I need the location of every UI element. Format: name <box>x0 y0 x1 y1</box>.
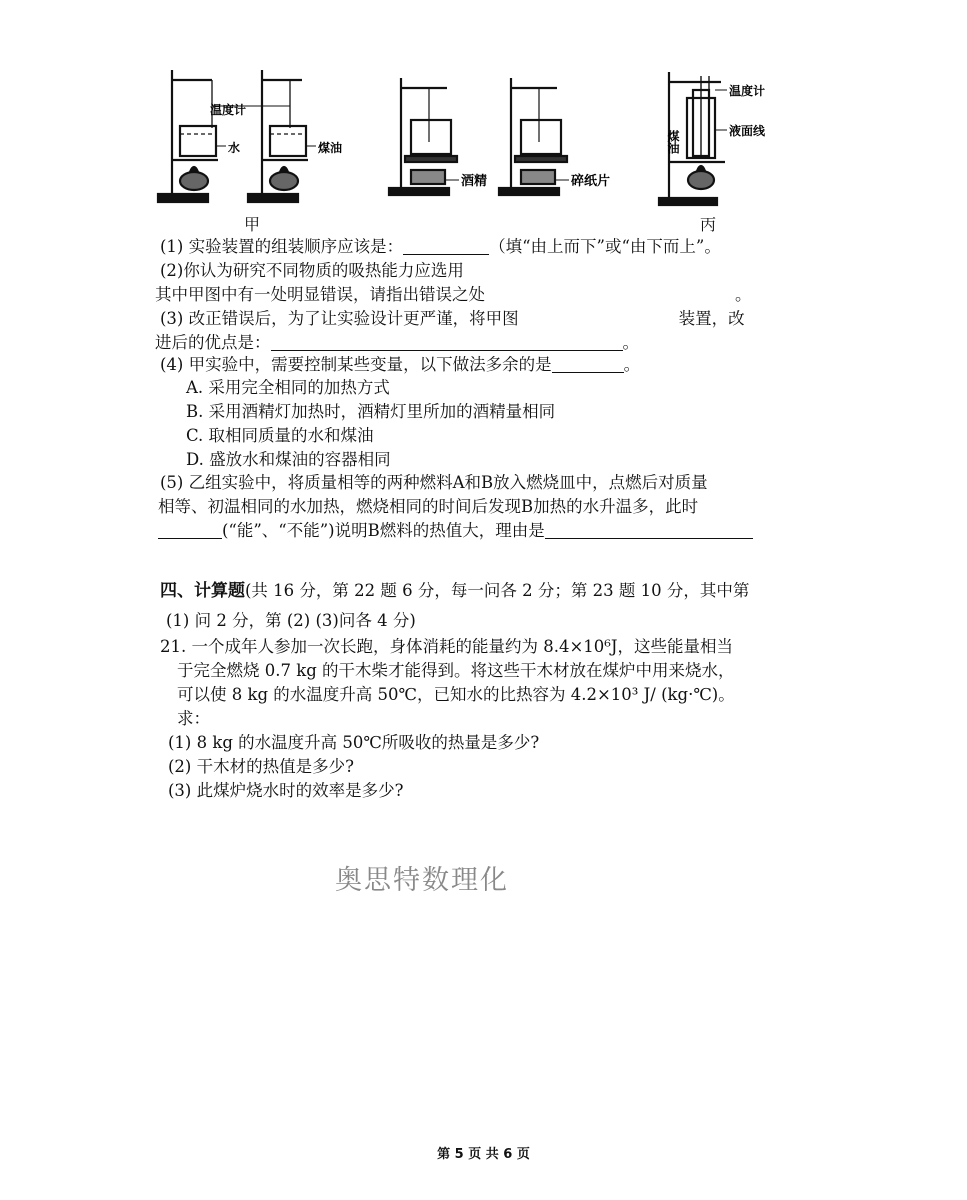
figure-jia-diagram <box>150 66 380 216</box>
figure-jia-caption: 甲 <box>244 215 261 234</box>
option-b: B. 采用酒精灯加热时，酒精灯里所加的酒精量相同 <box>186 402 556 421</box>
figure-bing-diagram <box>655 68 795 208</box>
question-2b: 其中甲图中有一处明显错误，请指出错误之处 。 <box>155 285 752 304</box>
problem-21-line4: 求： <box>177 709 210 728</box>
section-4-heading: 四、计算题(共 16 分，第 22 题 6 分，每一问各 2 分；第 23 题 10 分，其中第 <box>160 581 750 601</box>
answer-blank-1 <box>403 238 489 255</box>
problem-21-sub3: (3) 此煤炉烧水时的效率是多少? <box>168 781 404 800</box>
yi-paper-label: 碎纸片 <box>571 174 611 189</box>
option-d: D. 盛放水和煤油的容器相同 <box>186 450 391 469</box>
answer-blank-4 <box>552 356 624 373</box>
question-3a: (3) 改正错误后，为了让实验设计更严谨，将甲图 装置，改 <box>160 309 745 328</box>
page-footer: 第 5 页 共 6 页 <box>437 1147 530 1162</box>
jia-thermometer-label: 温度计 <box>210 103 247 117</box>
problem-21-sub2: (2) 干木材的热值是多少? <box>168 757 354 776</box>
question-3b: 进后的优点是： 。 <box>155 333 639 352</box>
option-a: A. 采用完全相同的加热方式 <box>186 378 390 397</box>
answer-blank-5a <box>158 522 222 539</box>
question-5c: (“能”、“不能”)说明B燃料的热值大，理由是 <box>158 520 753 542</box>
question-5a: (5) 乙组实验中，将质量相等的两种燃料A和B放入燃烧皿中，点燃后对质量 <box>160 473 708 492</box>
question-1: (1) 实验装置的组装顺序应该是： （填“由上而下”或“由下而上”。 <box>160 237 721 256</box>
option-c: C. 取相同质量的水和煤油 <box>186 426 374 445</box>
jia-water-label: 水 <box>228 141 241 155</box>
question-4: (4) 甲实验中，需要控制某些变量，以下做法多余的是 。 <box>160 355 641 374</box>
problem-21-line2: 于完全燃烧 0.7 kg 的干木柴才能得到。将这些干木材放在煤炉中用来烧水， <box>177 661 735 680</box>
question-5b: 相等、初温相同的水加热，燃烧相同的时间后发现B加热的水升温多，此时 <box>158 497 699 516</box>
problem-21-line3: 可以使 8 kg 的水温度升高 50℃，已知水的比热容为 4.2×10³ J/ (kg·℃)。 <box>177 685 735 704</box>
problem-21-sub1: (1) 8 kg 的水温度升高 50℃所吸收的热量是多少? <box>168 733 540 752</box>
problem-21-line1: 21. 一个成年人参加一次长跑，身体消耗的能量约为 8.4×10⁶J，这些能量相当 <box>160 637 734 656</box>
bing-liquid-line-label: 液面线 <box>729 124 766 138</box>
watermark-text: 奥思特数理化 <box>335 865 509 896</box>
bing-thermometer-label: 温度计 <box>729 84 766 98</box>
answer-blank-5b <box>545 522 753 539</box>
answer-blank-3 <box>271 334 623 351</box>
question-2a: (2)你认为研究不同物质的吸热能力应选用 <box>160 261 464 280</box>
bing-kerosene-label: 煤油 <box>666 130 680 154</box>
figure-yi-diagram <box>385 72 645 202</box>
section-4-heading-cont: (1) 问 2 分，第 (2) (3)问各 4 分) <box>166 611 416 630</box>
yi-alcohol-label: 酒精 <box>461 174 488 189</box>
jia-kerosene-label: 煤油 <box>318 141 343 155</box>
figure-bing-caption: 丙 <box>700 215 717 234</box>
